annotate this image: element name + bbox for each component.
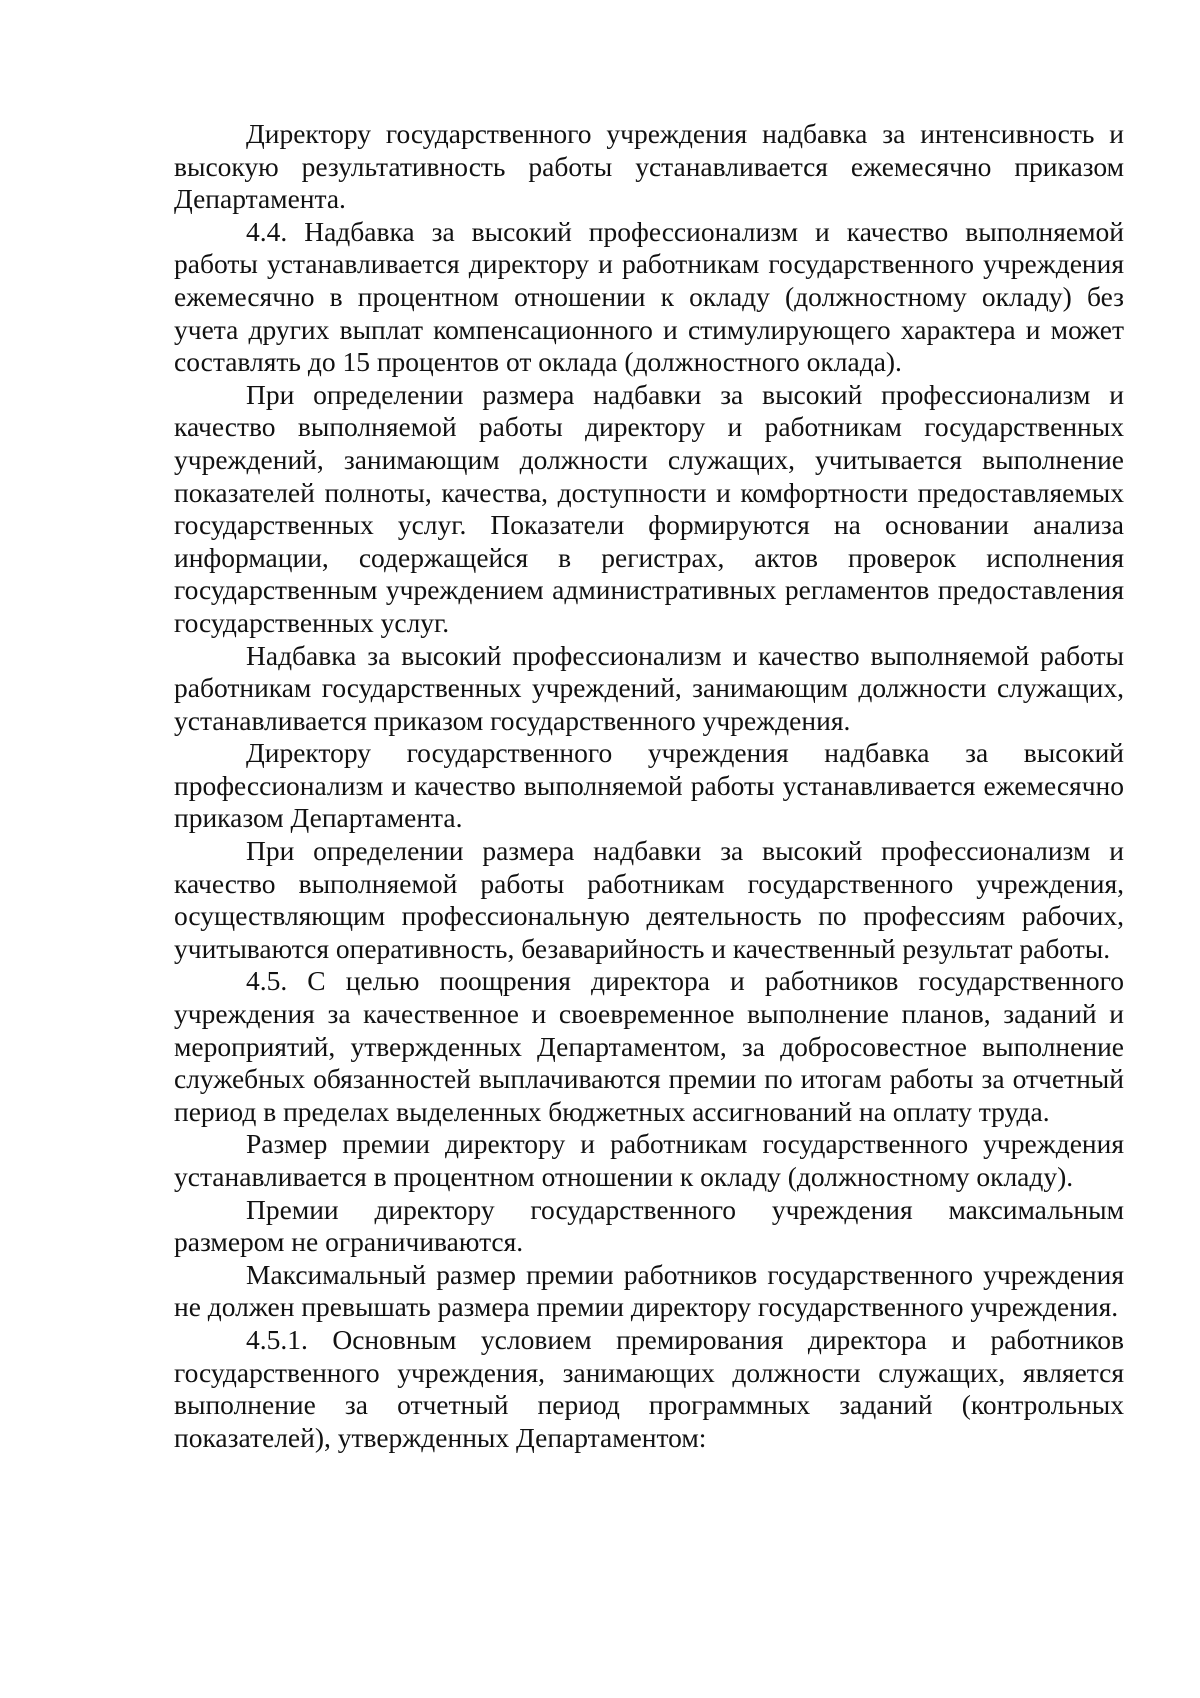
paragraph-4-5: 4.5. С целью поощрения директора и работников государственного учреждения за качественное и своевременное выполнение планов, заданий и мероприятий, утвержденных Департаментом, за добросовестное выполнение служебных обязанностей выплачиваются премии по итогам работы за отчетный период в пределах выделенных бюджетных ассигнований на оплату труда. bbox=[174, 965, 1124, 1127]
paragraph-4-5-1: 4.5.1. Основным условием премирования директора и работников государственного учреждения, занимающих должности служащих, является выполнение за отчетный период программных заданий (контрольных показателей), утвержденных Департаментом: bbox=[174, 1323, 1124, 1453]
paragraph-director-bonus-order: Директору государственного учреждения надбавка за высокий профессионализм и качество выполняемой работы устанавливается ежемесячно приказом Департамента. bbox=[174, 737, 1124, 834]
paragraph-director-premium-limit: Премии директору государственного учреждения максимальным размером не ограничиваются. bbox=[174, 1193, 1124, 1258]
paragraph-director-intensity-bonus: Директору государственного учреждения надбавка за интенсивность и высокую результативность работы устанавливается ежемесячно приказом Департамента. bbox=[174, 118, 1124, 215]
paragraph-workers-bonus-criteria: При определении размера надбавки за высокий профессионализм и качество выполняемой работы работникам государственного учреждения, осуществляющим профессиональную деятельность по профессиям рабочих, учитываются оперативность, безаварийность и качественный результат работы. bbox=[174, 835, 1124, 964]
paragraph-max-premium: Максимальный размер премии работников государственного учреждения не должен превышать размера премии директору государственного учреждения. bbox=[174, 1258, 1124, 1323]
paragraph-4-4: 4.4. Надбавка за высокий профессионализм и качество выполняемой работы устанавливается директору и работникам государственного учреждения ежемесячно в процентном отношении к окладу (должностному окладу) без учета других выплат компенсационного и стимулирующего характера и может составлять до 15 процентов от оклада (должностного оклада). bbox=[174, 215, 1124, 378]
paragraph-employee-bonus-order: Надбавка за высокий профессионализм и качество выполняемой работы работникам государственных учреждений, занимающим должности служащих, устанавливается приказом государственного учреждения. bbox=[174, 639, 1124, 736]
document-page bbox=[174, 118, 1124, 1454]
paragraph-premium-size: Размер премии директору и работникам государственного учреждения устанавливается в процентном отношении к окладу (должностному окладу). bbox=[174, 1128, 1124, 1192]
paragraph-professionalism-criteria: При определении размера надбавки за высокий профессионализм и качество выполняемой работы директору и работникам государственных учреждений, занимающим должности служащих, учитывается выполнение показателей полноты, качества, доступности и комфортности предоставляемых государственных услуг. Показатели формируются на основании анализа информации, содержащейся в регистрах, актов проверок исполнения государственным учреждением административных регламентов предоставления государственных услуг. bbox=[174, 378, 1124, 638]
